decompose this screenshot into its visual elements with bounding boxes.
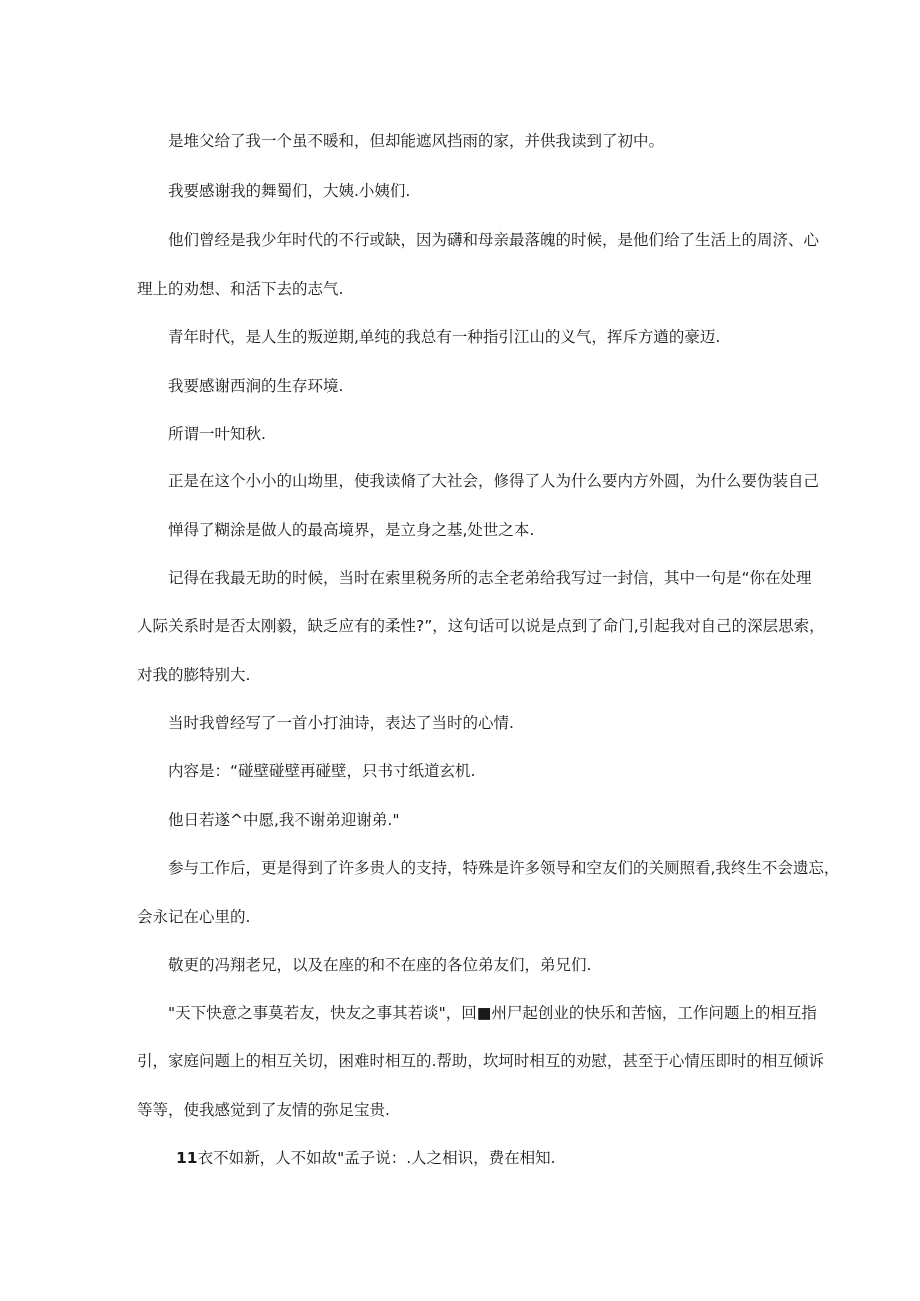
paragraph-line: 人际关系时是否太刚毅，缺乏应有的柔性?”，这句话可以说是点到了命门,引起我对自己的深层思索， [137, 617, 825, 635]
line-number-prefix: 11 [176, 1149, 198, 1167]
paragraph-line: 我要感谢我的舞蜀们，大姨.小姨们. [168, 182, 411, 200]
paragraph-line: 当时我曾经写了一首小打油诗，表达了当时的心情. [168, 714, 514, 732]
paragraph-line: 会永记在心里的. [137, 908, 251, 926]
paragraph-line: 他们曾经是我少年时代的不行或缺，因为礴和母亲最落魄的时候，是他们给了生活上的周济、心 [168, 231, 820, 249]
paragraph-line: 引，家庭问题上的相互关切，困难时相互的.帮助，坎坷时相互的劝慰，甚至于心情压即时的相互倾诉 [137, 1052, 824, 1070]
paragraph-line: 记得在我最无助的时候，当时在索里税务所的志全老弟给我写过一封信，其中一句是“你在处理 [168, 569, 812, 587]
paragraph-line: 是堆父给了我一个虽不暖和，但却能遮风挡雨的家，并供我读到了初中。 [168, 132, 665, 150]
paragraph-line: 我要感谢西涧的生存环境. [168, 377, 344, 395]
paragraph-line-last [176, 1148, 556, 1168]
paragraph-line: 正是在这个小小的山坳里，使我读脩了大社会，修得了人为什么要内方外圆，为什么要伪装自己 [168, 472, 820, 490]
paragraph-line: 参与工作后，更是得到了许多贵人的支持，特殊是许多领导和空友们的关厕照看,我终生不会遗忘， [168, 859, 840, 877]
paragraph-line-text: 衣不如新，人不如故"孟子说：.人之相识，费在相知. [197, 1149, 556, 1167]
paragraph-line: 内容是：“碰壁碰壁再碰壁，只书寸纸道玄机. [168, 762, 476, 780]
paragraph-line: 青年时代，是人生的叛逆期,单纯的我总有一种指引江山的义气，挥斥方遒的豪迈. [168, 328, 721, 346]
paragraph-line: 理上的劝想、和活下去的志气. [137, 280, 344, 298]
paragraph-line: 对我的膨特别大. [137, 666, 251, 684]
paragraph-line: 所谓一叶知秋. [168, 425, 266, 443]
paragraph-line: 惮得了糊涂是做人的最高境界，是立身之基,处世之本. [168, 521, 535, 539]
paragraph-line: "天下快意之事莫若友，快友之事其若谈"，回■州尸起创业的快乐和苦恼，工作问题上的相互指 [168, 1004, 817, 1022]
paragraph-line: 敬更的冯翔老兄，以及在座的和不在座的各位弟友们，弟兄们. [168, 956, 592, 974]
paragraph-line: 他日若遂^中愿,我不谢弟迎谢弟." [168, 811, 400, 829]
paragraph-line: 等等，使我感觉到了友情的弥足宝贵. [137, 1101, 390, 1119]
